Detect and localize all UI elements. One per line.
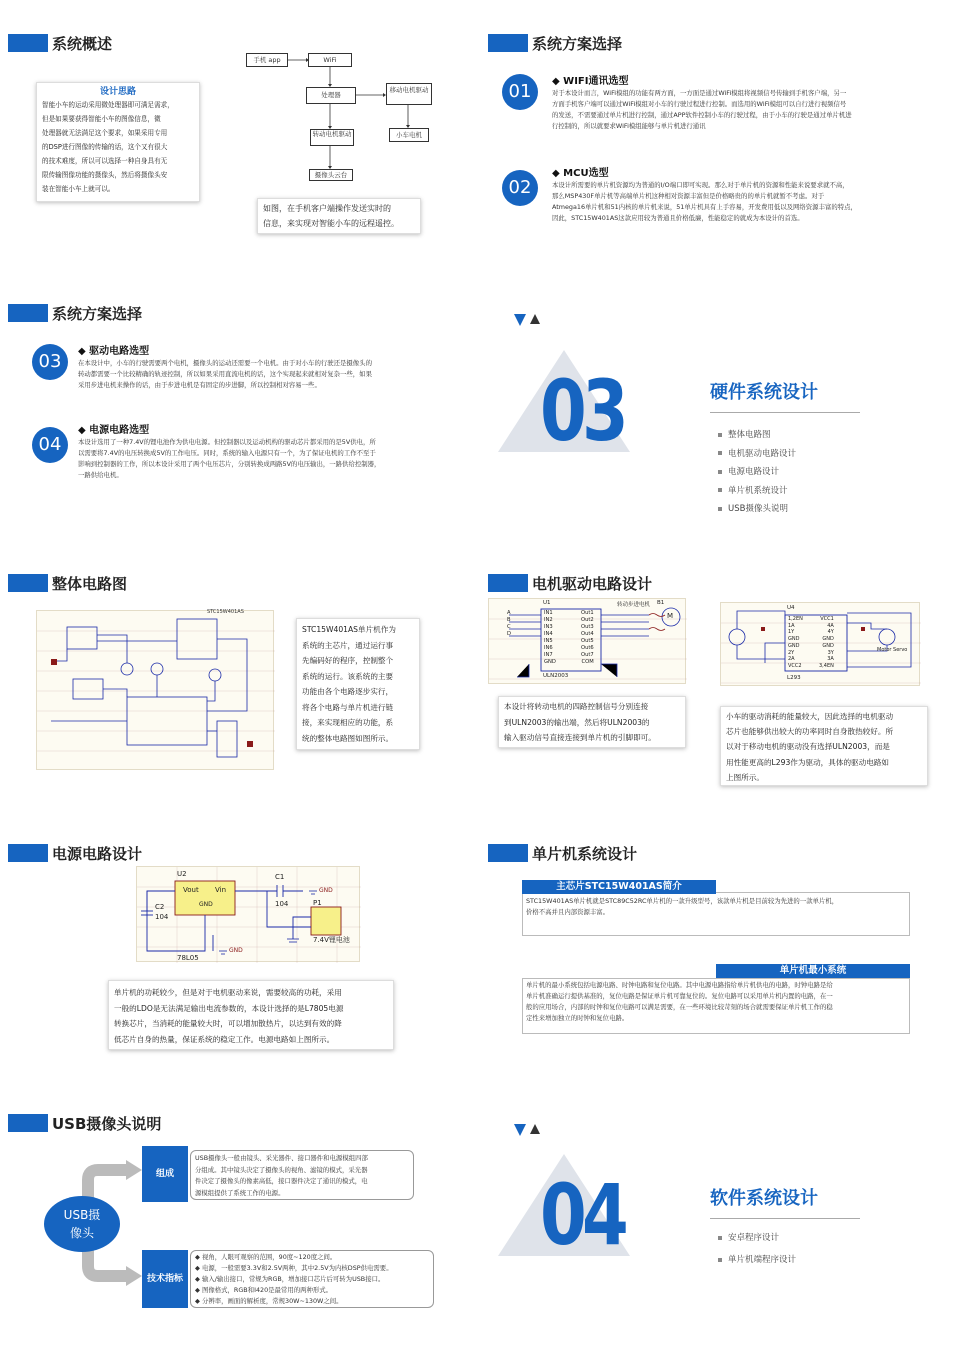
slide-title: 电机驱动电路设计 [532, 574, 653, 593]
overall-schematic-drawing [37, 611, 275, 771]
tech-spec-line: ◆ 输入/输出接口，常规为RGB，增加接口芯片后可转为USB接口。 [195, 1275, 385, 1283]
number-badge-03: 03 [32, 344, 68, 380]
design-idea-line: 处理器就无法满足这个要求，如果采用专用 [42, 129, 168, 137]
overall-desc-line: 将各个电路与单片机进行链 [302, 702, 394, 712]
l293-left-pin-line: 2A [788, 656, 795, 663]
flow-phone-app: 手机 app [246, 53, 288, 67]
l293-desc-line: 以对于移动电机的驱动没有选择ULN2003，而是 [726, 742, 890, 752]
overall-circuit-text [302, 622, 414, 746]
wifi-text-line: 的发送，不需要通过单片机进行控制，通过APP软件控制小车的行驶过程，由于小车的行驶是通过单片机进 [552, 111, 852, 119]
composition-line: 源模组提供了系统工作的电源。 [195, 1188, 285, 1197]
uln-left-pin-line: IN4 [544, 631, 553, 637]
header-bar [488, 34, 528, 52]
drive-text-line: 采用步进电机来操作的话，由于步进电机是有固定的步进脚，所以控制相对容易一些。 [78, 381, 321, 389]
mcu-intro-tag: 主芯片STC15W401AS简介 [522, 880, 716, 894]
min-system-line: 般的应用场合，内部的时钟和复位电路可以满足需要，在一些环境比较苛刻的场合就需要保证单片机工作的稳 [526, 1003, 833, 1011]
p1-ref: P1 [313, 899, 322, 907]
overall-schematic [36, 610, 274, 770]
min-system-line: 单片机的最小系统包括电源电路、时钟电路和复位电路。其中电源电路指给单片机供电的电路，时钟电路是给 [526, 981, 833, 989]
uln-left-pin-line: IN1 [544, 610, 553, 616]
l293-desc-line: 小车的驱动消耗的能量较大，因此选择的电机驱动 [726, 712, 894, 721]
overall-desc-line: 系统的运行。该系统的主要 [302, 671, 394, 681]
slide-power-circuit [0, 810, 480, 1080]
design-idea-title: 设计思路 [99, 87, 136, 97]
l293-left-pin-line: 1,2EN [788, 616, 803, 622]
l293-desc-line: 芯片也能够供出较大的功率同时自身散热较好。所 [726, 727, 894, 737]
motor-servo-label: Motor Servo [877, 647, 908, 653]
mcu-text-line: 因此，STC15W401AS这款应用较为普通且价格低廉，性能稳定的就成为本设计的首选。 [552, 214, 804, 222]
tech-spec-tag: 技术指标 [142, 1250, 188, 1308]
l293-left-pin-line: GND [788, 642, 800, 649]
uln-input-line: D [507, 631, 511, 637]
slide-header [488, 844, 637, 862]
power-circuit-heading: ◆ 电源电路选型 [78, 425, 150, 436]
section-number: 04 [540, 1166, 624, 1264]
section-list-item: 单片机端程序设计 [718, 1253, 796, 1265]
divider [710, 412, 860, 413]
flow-car-motor: 小车电机 [389, 128, 429, 142]
uln-left-pin-line: IN5 [544, 638, 553, 644]
mcu-intro-line: 价格不高并且内部资源丰富。 [526, 908, 610, 916]
power-text-line: 以需要将7.4V的电压转换成5V的工作电压。同时，系统的输入电源只有一个，为了保证电机的工作不至于 [78, 449, 376, 457]
l293-right-pin-line: 3A [827, 656, 834, 663]
power-desc-line: 低芯片自身的热量，保证系统的稳定工作。电源电路如上图所示。 [114, 1034, 335, 1044]
mcu-text-line: Atmega16单片机和51内核的单片机来说，51单片机具有上手容易，开发费用低以及网络资源丰富的特点， [552, 203, 857, 211]
l293-desc-line: 上图所示。 [726, 772, 764, 782]
uln-desc-line: 到ULN2003的输出端，然后将ULN2003的 [504, 717, 650, 727]
regulator-ref: U2 [177, 870, 187, 878]
uln-left-pin-line: IN6 [544, 645, 553, 651]
gnd-label-c1: GND [319, 887, 333, 894]
uln2003-input-labels [507, 610, 511, 638]
composition-tag: 组成 [142, 1146, 188, 1202]
slide-hardware-section [480, 270, 960, 540]
overall-desc-line: STC15W401AS单片机作为 [302, 625, 396, 634]
note-line: 如图，在手机客户端操作发送实时的 [263, 204, 391, 213]
l293-desc [720, 706, 928, 786]
gnd-label-bottom: GND [229, 947, 243, 954]
slide-mcu-design [480, 810, 960, 1080]
motor-m-label: M [667, 612, 674, 620]
overall-desc-line: 统的整体电路图如图所示。 [302, 733, 394, 743]
note-text [263, 201, 415, 231]
header-bar [8, 844, 48, 862]
header-bar [8, 574, 48, 592]
uln-right-pin-line: Out6 [581, 645, 594, 651]
l293-right-pin-line: 4Y [827, 629, 834, 636]
header-bar [488, 574, 528, 592]
wifi-text-line: 行控制的，所以就要求WiFi模组能够与单片机进行通讯 [552, 122, 706, 130]
drive-circuit-heading: ◆ 驱动电路选型 [78, 346, 150, 357]
overall-desc-line: 系统的主芯片，通过运行事 [302, 640, 394, 650]
flow-rotate-motor-drive: 转动电机驱动 [310, 129, 354, 146]
tech-spec-text [195, 1252, 429, 1307]
l293-ref: U4 [787, 605, 795, 611]
power-text-line: 影响到控制器的工作，所以本设计采用了两个电压芯片，分别转换成两路5V的电压输出，一路供给控制器， [78, 460, 381, 468]
drive-text-line: 转动都需要一个比较精确的轨迹控制，所以如果采用直流电机的话，这个实现起来就相对复杂一些，如果 [78, 370, 372, 378]
section-list-item: USB摄像头说明 [718, 502, 788, 514]
design-idea-line: 的DSP进行图像的传输的话，这个又有很大 [42, 143, 168, 151]
uln-right-pin-line: COM [581, 659, 594, 665]
note-line: 信息，来实现对智能小车的远程遥控。 [263, 219, 399, 228]
l293-right-pin-line: 4A [827, 622, 834, 629]
uln-input-line: A [507, 610, 511, 616]
l293-desc-line: 用性能更高的L293作为驱动，具体的驱动电路如 [726, 757, 890, 767]
uln2003-right-pins [581, 610, 594, 666]
l293-right-pin-line: 3Y [827, 649, 834, 656]
power-schematic-drawing [137, 867, 361, 963]
min-system-line: 单片机准确运行提供基准的，复位电路是保证单片机可靠复位的。复位电路可以采用单片机内置的电路，在一 [526, 992, 833, 1000]
mcu-selection-text [552, 180, 952, 224]
battery-label: 7.4V锂电池 [313, 936, 350, 944]
min-system-text [526, 980, 906, 1024]
section-title: 软件系统设计 [710, 1188, 818, 1209]
section-number: 03 [540, 362, 624, 460]
slide-title: USB摄像头说明 [52, 1114, 162, 1133]
flow-processor: 处理器 [306, 87, 356, 104]
uln-left-pin-line: IN2 [544, 617, 553, 623]
number-badge-02: 02 [502, 170, 538, 206]
tech-spec-box [190, 1250, 434, 1308]
uln-right-pin-line: Out5 [581, 638, 594, 644]
composition-text [195, 1153, 409, 1199]
l293-right-pin-line: GND [822, 636, 834, 643]
power-circuit-text [78, 437, 473, 481]
l293-right-pin-line: VCC1 [820, 616, 834, 622]
flow-wifi: WiFi [308, 53, 352, 67]
power-circuit-desc-text [114, 985, 388, 1047]
design-idea-line: 限传输图像功能的摄像头，然后将摄像头安 [42, 171, 168, 179]
uln-right-pin-line: Out2 [581, 617, 594, 623]
wifi-text-line: 对于本设计而言，WiFi模组的功能有两方面，一方面是通过WiFi模组将视频信号传输到手机客户端，另一 [552, 89, 847, 97]
overall-circuit-desc [296, 618, 420, 750]
slide-header [8, 304, 142, 322]
flow-camera-ptz: 摄像头云台 [309, 169, 353, 181]
uln-input-line: C [507, 624, 511, 630]
vout-label: Vout [183, 886, 199, 894]
c2-ref: C2 [155, 903, 165, 911]
slide-title: 电源电路设计 [52, 844, 143, 863]
section-list-item: 安卓程序设计 [718, 1231, 779, 1243]
composition-line: USB摄像头一般由镜头、采光器件、接口器件和电源模组四部 [195, 1154, 368, 1162]
mcu-text-line: 本设计所需要的单片机资源均为普通的I/O端口即可实现。那么对于单片机的资源和性能来说要求就不高， [552, 181, 849, 189]
power-desc-line: 单片机的功耗较少，但是对于电机驱动来说，需要较高的功耗，采用 [114, 988, 342, 997]
mcu-chip-label: STC15W401AS [207, 609, 244, 615]
power-text-line: 本设计选用了一种7.4V的锂电池作为供电电源。但控制器以及运动机构的驱动芯片都采用的是5V供电，所 [78, 438, 376, 446]
composition-line: 件决定了摄像头的像素高低，接口器件决定了通讯的模式，电 [195, 1177, 368, 1185]
l293-schematic [720, 602, 920, 686]
slide-title: 系统概述 [52, 34, 113, 53]
slide-title: 系统方案选择 [52, 304, 143, 323]
l293-chip-name: L293 [787, 675, 801, 681]
slide-header [8, 844, 142, 862]
uln-left-pin-line: IN7 [544, 652, 553, 658]
mcu-intro-text [526, 896, 906, 918]
section-list-item: 整体电路图 [718, 428, 771, 440]
slide-title: 系统方案选择 [532, 34, 623, 53]
uln-desc-line: 本设计将转动电机的四路控制信号分别连接 [504, 702, 649, 711]
overall-desc-line: 功能由各个电路逐步实行， [302, 687, 394, 696]
slide-scheme-2 [0, 270, 480, 540]
flow-move-motor-drive: 移动电机驱动 [386, 83, 432, 105]
regulator-name: 78L05 [177, 954, 199, 962]
l293-desc-text [726, 709, 922, 785]
uln-right-pin-line: Out1 [581, 610, 594, 616]
uln-right-pin-line: Out7 [581, 652, 594, 658]
power-schematic [136, 866, 360, 962]
min-system-line: 定性来增加独立的时钟和复位电路。 [526, 1014, 629, 1022]
composition-line: 分组成。其中镜头决定了摄像头的视角、滤镜的模式，采光器 [195, 1165, 368, 1174]
l293-left-pin-line: VCC2 [788, 662, 802, 669]
mcu-selection-heading: ◆ MCU选型 [552, 168, 609, 179]
wifi-selection-heading: ◆ WIFI通讯选型 [552, 76, 629, 87]
power-circuit-desc [108, 980, 394, 1050]
wifi-selection-text [552, 88, 952, 132]
uln-left-pin-line: GND [544, 659, 556, 665]
usb-camera-center [44, 1196, 120, 1252]
l293-left-pin-line: 1Y [788, 629, 795, 636]
overall-desc-line: 接，来实现相应的功能，系 [302, 718, 394, 727]
uln2003-desc-text [504, 699, 680, 746]
section-list-item: 电源电路设计 [718, 465, 779, 477]
slide-overall-circuit [0, 540, 480, 810]
power-desc-line: 转换芯片，当消耗的能量较大时，可以增加散热片，以达到有效的降 [114, 1019, 342, 1028]
slide-header [8, 574, 127, 592]
uln2003-schematic [488, 598, 686, 684]
design-idea-line: 但是如果要获得智能小车的图像信息，微 [42, 115, 161, 123]
number-badge-01: 01 [502, 74, 538, 110]
divider [710, 1218, 860, 1219]
drive-text-line: 在本设计中，小车的行驶需要两个电机，摄像头的运动还需要一个电机。由于对小车的行驶还是摄像头的 [78, 359, 372, 367]
uln-left-pin-line: IN3 [544, 624, 553, 630]
number-badge-04: 04 [32, 427, 68, 463]
drive-circuit-text [78, 358, 473, 391]
design-idea-line: 装在智能小车上就可以。 [42, 185, 115, 193]
l293-left-pin-line: 1A [788, 622, 795, 629]
uln2003-ref: U1 [543, 600, 551, 606]
stepper-motor-label: 转动步进电机 [617, 602, 651, 608]
usb-center-line: USB摄 [63, 1208, 101, 1222]
slide-header [488, 574, 652, 592]
stepper-ref: B1 [657, 600, 665, 606]
header-bar [488, 844, 528, 862]
mcu-text-line: 那么MSP430F单片机等高端单片机这种相对资源丰富但是价格略贵的的单片机就暂不考虑。对于 [552, 192, 825, 200]
l293-right-pins [819, 616, 834, 670]
power-desc-line: 一般的LDO是无法满足输出电流参数的，本设计选择的是L7805电源 [114, 1003, 344, 1013]
mcu-intro-line: STC15W401AS单片机就是STC89C52RC单片机的一款升级型号，该款单片机是目前较为先进的一款单片机， [526, 897, 839, 905]
wifi-text-line: 方面手机客户端可以通过WiFi模组对小车的行驶过程进行控制。而选用的WiFi模组可以自行进行视频信号 [552, 100, 847, 108]
slide-motor-drive [480, 540, 960, 810]
section-list-item: 单片机系统设计 [718, 484, 788, 496]
composition-box [190, 1150, 414, 1200]
usb-center-line: 像头 [69, 1226, 94, 1240]
c1-value: 104 [275, 900, 289, 908]
usb-camera-center-text [44, 1206, 120, 1242]
slide-title: 单片机系统设计 [532, 844, 638, 863]
vin-label: Vin [215, 886, 227, 894]
regulator-gnd-pin: GND [199, 901, 213, 908]
l293-left-pin-line: 2Y [788, 649, 795, 656]
l293-left-pins [788, 616, 803, 670]
slide-header [488, 34, 622, 52]
l293-right-pin-line: 3,4EN [819, 662, 834, 669]
tech-spec-line: ◆ 图像格式，RGB和I420是最常用的两种形式。 [195, 1286, 333, 1294]
slide-system-overview [0, 0, 480, 270]
uln-right-pin-line: Out3 [581, 624, 594, 630]
slide-scheme-1 [480, 0, 960, 270]
slide-title: 整体电路图 [52, 574, 128, 593]
design-idea-line: 的技术难度，所以可以选择一种自身具有无 [42, 157, 168, 165]
uln2003-desc [498, 696, 686, 748]
overall-desc-line: 先编码好的程序，控制整个 [302, 656, 394, 665]
design-idea-line: 智能小车的运动采用微处理器即可满足需求， [42, 101, 174, 109]
header-bar [8, 304, 48, 322]
tech-spec-line: ◆ 电源，一般需要3.3V和2.5V两种，其中2.5V为内核DSP供电需要。 [195, 1264, 393, 1272]
slide-usb-camera [0, 1080, 480, 1350]
remote-control-note [257, 198, 421, 234]
l293-left-pin-line: GND [788, 636, 800, 643]
uln2003-left-pins [544, 610, 556, 666]
min-system-tag: 单片机最小系统 [716, 964, 910, 978]
l293-right-pin-line: GND [822, 642, 834, 649]
tech-spec-line: ◆ 分辨率，画面的解析度，常规30W~130W之间。 [195, 1297, 343, 1305]
section-list-item: 电机驱动电路设计 [718, 447, 796, 459]
uln2003-chip-name: ULN2003 [543, 673, 569, 679]
power-text-line: 一路供给电机。 [78, 471, 123, 479]
tech-spec-line: ◆ 视角，人眼可观察的范围，90度~120度之间。 [195, 1253, 337, 1261]
c1-ref: C1 [275, 873, 285, 881]
section-title: 硬件系统设计 [710, 382, 818, 403]
uln-right-pin-line: Out4 [581, 631, 594, 637]
uln-desc-line: 输入驱动信号直接连接到单片机的引脚即可。 [504, 733, 656, 742]
c2-value: 104 [155, 913, 169, 921]
uln-input-line: B [507, 617, 511, 623]
slide-software-section [480, 1080, 960, 1350]
